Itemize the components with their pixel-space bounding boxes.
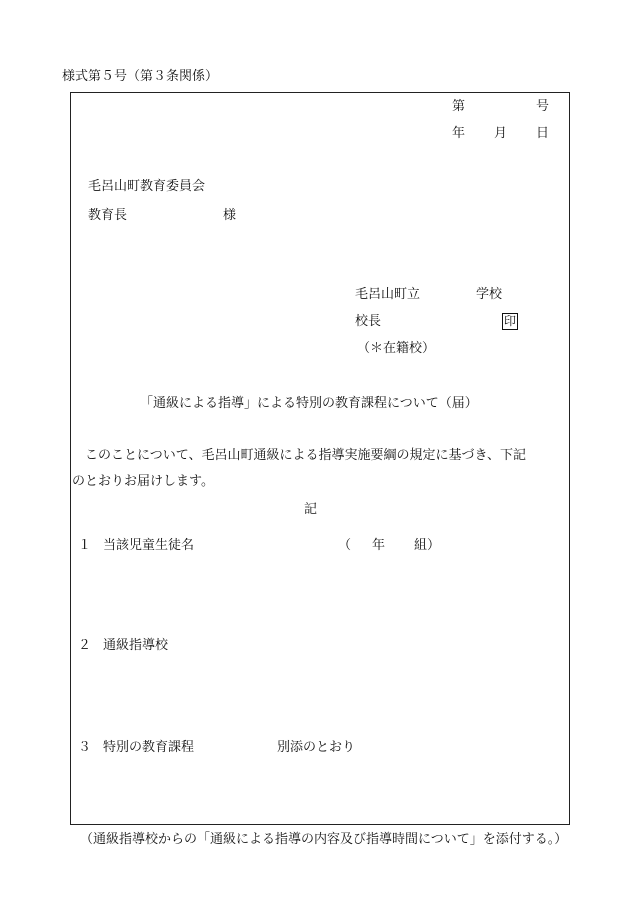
item-2-number: ２ <box>78 638 92 653</box>
item-1-number: １ <box>78 538 92 553</box>
ki-heading: 記 <box>304 502 318 517</box>
body-line-1: このことについて、毛呂山町通級による指導実施要綱の規定に基づき、下記 <box>72 448 526 463</box>
date-month: 月 <box>494 126 508 141</box>
form-label: 様式第５号（第３条関係） <box>62 69 219 84</box>
item-3-value: 別添のとおり <box>277 740 356 755</box>
doc-number-suffix: 号 <box>536 99 550 114</box>
item-1-label: 当該児童生徒名 <box>103 538 195 553</box>
seal-mark <box>502 313 518 330</box>
item-1-open-paren: （ <box>338 538 352 553</box>
sender-principal: 校長 <box>355 314 382 329</box>
item-1-class: 組） <box>414 538 441 553</box>
addressee-title: 教育長 <box>88 208 128 223</box>
sender-school-suffix: 学校 <box>476 287 503 302</box>
subject-title: 「通級による指導」による特別の教育課程について（届） <box>140 396 478 411</box>
addressee-honorific: 様 <box>223 208 237 223</box>
seal-label: 印 <box>504 314 517 328</box>
item-2-label: 通級指導校 <box>103 638 169 653</box>
item-3-label: 特別の教育課程 <box>103 740 195 755</box>
item-3-number: ３ <box>78 740 92 755</box>
sender-school-prefix: 毛呂山町立 <box>355 287 421 302</box>
addressee-org: 毛呂山町教育委員会 <box>88 179 206 194</box>
doc-number-prefix: 第 <box>452 99 466 114</box>
footnote: （通級指導校からの「通級による指導の内容及び指導時間について」を添付する。） <box>80 832 568 847</box>
date-day: 日 <box>536 126 550 141</box>
date-year: 年 <box>452 126 466 141</box>
sender-note: （＊在籍校） <box>357 341 436 356</box>
body-line-2: のとおりお届けします。 <box>72 474 214 489</box>
item-1-year: 年 <box>372 538 386 553</box>
